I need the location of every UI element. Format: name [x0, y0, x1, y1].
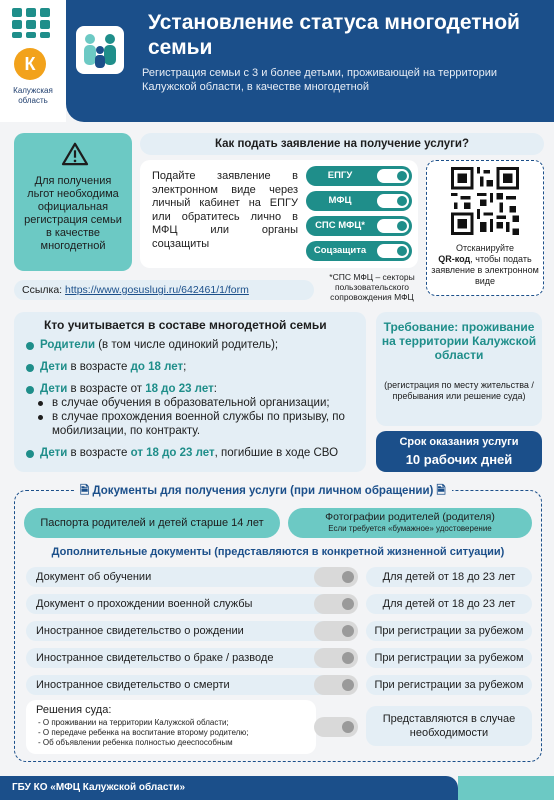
passport-doc: Паспорта родителей и детей старше 14 лет	[24, 508, 280, 538]
toggle-icon[interactable]	[314, 648, 358, 668]
documents-title: 🗎 Документы для получения услуги (при личном обращении) 🗎	[74, 482, 452, 500]
page-subtitle: Регистрация семьи с 3 и более детьми, проживающей на территории Калужской области, в качестве многодетной	[142, 67, 498, 93]
court-right-text: Представляются в случае необходимости	[366, 706, 532, 746]
term-label: Срок оказания услуги	[399, 436, 519, 448]
doc-row-left: Иностранное свидетельство о браке / разводе	[26, 648, 346, 668]
bullet-icon	[38, 415, 43, 420]
requirement-text: (регистрация по месту жительства / пребывания или решение суда)	[384, 380, 534, 401]
gosuslugi-link[interactable]: https://www.gosuslugi.ru/642461/1/form	[65, 284, 249, 296]
header-logo-area	[0, 0, 66, 122]
bullet-icon	[26, 342, 34, 350]
bullet-icon	[26, 450, 34, 458]
list-item: в случае прохождения военной службы по призыву, по мобилизации, по контракту.	[24, 410, 360, 438]
option-sps-mfc[interactable]: СПС МФЦ*	[306, 216, 412, 236]
toggle-icon	[377, 244, 409, 258]
doc-row-left: Документ об обучении	[26, 567, 346, 587]
bullet-icon	[38, 401, 43, 406]
doc-row-right: При регистрации за рубежом	[366, 648, 532, 668]
family-title: Кто учитывается в составе многодетной семьи	[44, 318, 327, 332]
doc-row-right: При регистрации за рубежом	[366, 621, 532, 641]
term-value: 10 рабочих дней	[405, 452, 513, 467]
option-epgu[interactable]: ЕПГУ	[306, 166, 412, 186]
photo-doc: Фотографии родителей (родителя) Если требуется «бумажное» удостоверение	[288, 508, 532, 538]
footer: ГБУ КО «МФЦ Калужской области»	[0, 776, 458, 800]
list-item: Родители (в том числе одинокий родитель);	[24, 338, 360, 352]
term-box	[376, 431, 542, 472]
list-item: Дети в возрасте от 18 до 23 лет, погибшие в ходе СВО	[24, 446, 360, 460]
option-mfc[interactable]: МФЦ	[306, 191, 412, 211]
warning-text: Для получения льгот необходима официальная регистрация семьи в качестве многодетной	[24, 175, 122, 252]
toggle-icon[interactable]	[314, 594, 358, 614]
list-item: в случае обучения в образовательной организации;	[24, 396, 360, 410]
doc-row-right: Для детей от 18 до 23 лет	[366, 567, 532, 587]
qr-code-icon	[451, 167, 519, 235]
family-list	[24, 338, 360, 460]
apply-box	[140, 160, 418, 268]
toggle-icon[interactable]	[314, 567, 358, 587]
toggle-icon[interactable]	[314, 717, 358, 737]
page-title: Установление статуса многодетной семьи	[148, 11, 520, 59]
bullet-icon	[26, 386, 34, 394]
doc-row-right: Для детей от 18 до 23 лет	[366, 594, 532, 614]
doc-row-left: Иностранное свидетельство о рождении	[26, 621, 346, 641]
court-list	[38, 718, 314, 748]
requirement-title: Требование: проживание на территории Калужской области	[381, 320, 537, 362]
header-banner	[66, 0, 554, 122]
qr-caption: Отсканируйте QR-код, чтобы подать заявление в электронном виде	[431, 243, 539, 286]
court-title: Решения суда:	[36, 704, 112, 716]
region-label: Калужская область	[13, 86, 53, 105]
document-icon: 🗎	[80, 485, 93, 497]
toggle-icon[interactable]	[314, 675, 358, 695]
family-composition-box	[14, 312, 366, 472]
toggle-icon	[377, 219, 409, 233]
link-label: Ссылка:	[22, 284, 66, 296]
kaluga-logo: К	[14, 48, 46, 80]
sps-note: *СПС МФЦ – секторы пользовательского сопровождения МФЦ	[329, 272, 415, 302]
doc-row-right: При регистрации за рубежом	[366, 675, 532, 695]
how-to-apply-title: Как подать заявление на получение услуги?	[140, 133, 544, 155]
doc-row-left: Иностранное свидетельство о смерти	[26, 675, 346, 695]
toggle-icon[interactable]	[314, 621, 358, 641]
list-item: Дети в возрасте до 18 лет;	[24, 360, 360, 374]
requirement-box	[376, 312, 542, 426]
warning-icon	[60, 142, 90, 166]
qr-box[interactable]	[426, 160, 544, 296]
toggle-icon	[377, 194, 409, 208]
list-item: - Об объявлении ребенка полностью дееспособным	[38, 738, 233, 747]
bullet-icon	[26, 364, 34, 372]
list-item: - О проживании на территории Калужской области;	[38, 718, 229, 727]
toggle-icon	[377, 169, 409, 183]
additional-docs-title: Дополнительные документы (представляются в конкретной жизненной ситуации)	[51, 546, 505, 558]
option-social-protection[interactable]: Соцзащита	[306, 241, 412, 261]
family-icon	[76, 26, 124, 74]
list-item: Дети в возрасте от 18 до 23 лет:	[24, 382, 360, 396]
apply-text: Подайте заявление в электронном виде через личный кабинет на ЕПГУ или обратитесь лично в МФЦ или органы соцзащиты	[152, 170, 298, 250]
document-icon: 🗎	[433, 485, 446, 497]
mfc-logo	[12, 8, 52, 38]
warning-box	[14, 133, 132, 271]
footer-accent	[458, 776, 554, 800]
list-item: - О передаче ребенка на воспитание второму родителю;	[38, 728, 249, 737]
court-decisions-box	[26, 700, 316, 754]
doc-row-left: Документ о прохождении военной службы	[26, 594, 346, 614]
link-row	[14, 280, 314, 300]
